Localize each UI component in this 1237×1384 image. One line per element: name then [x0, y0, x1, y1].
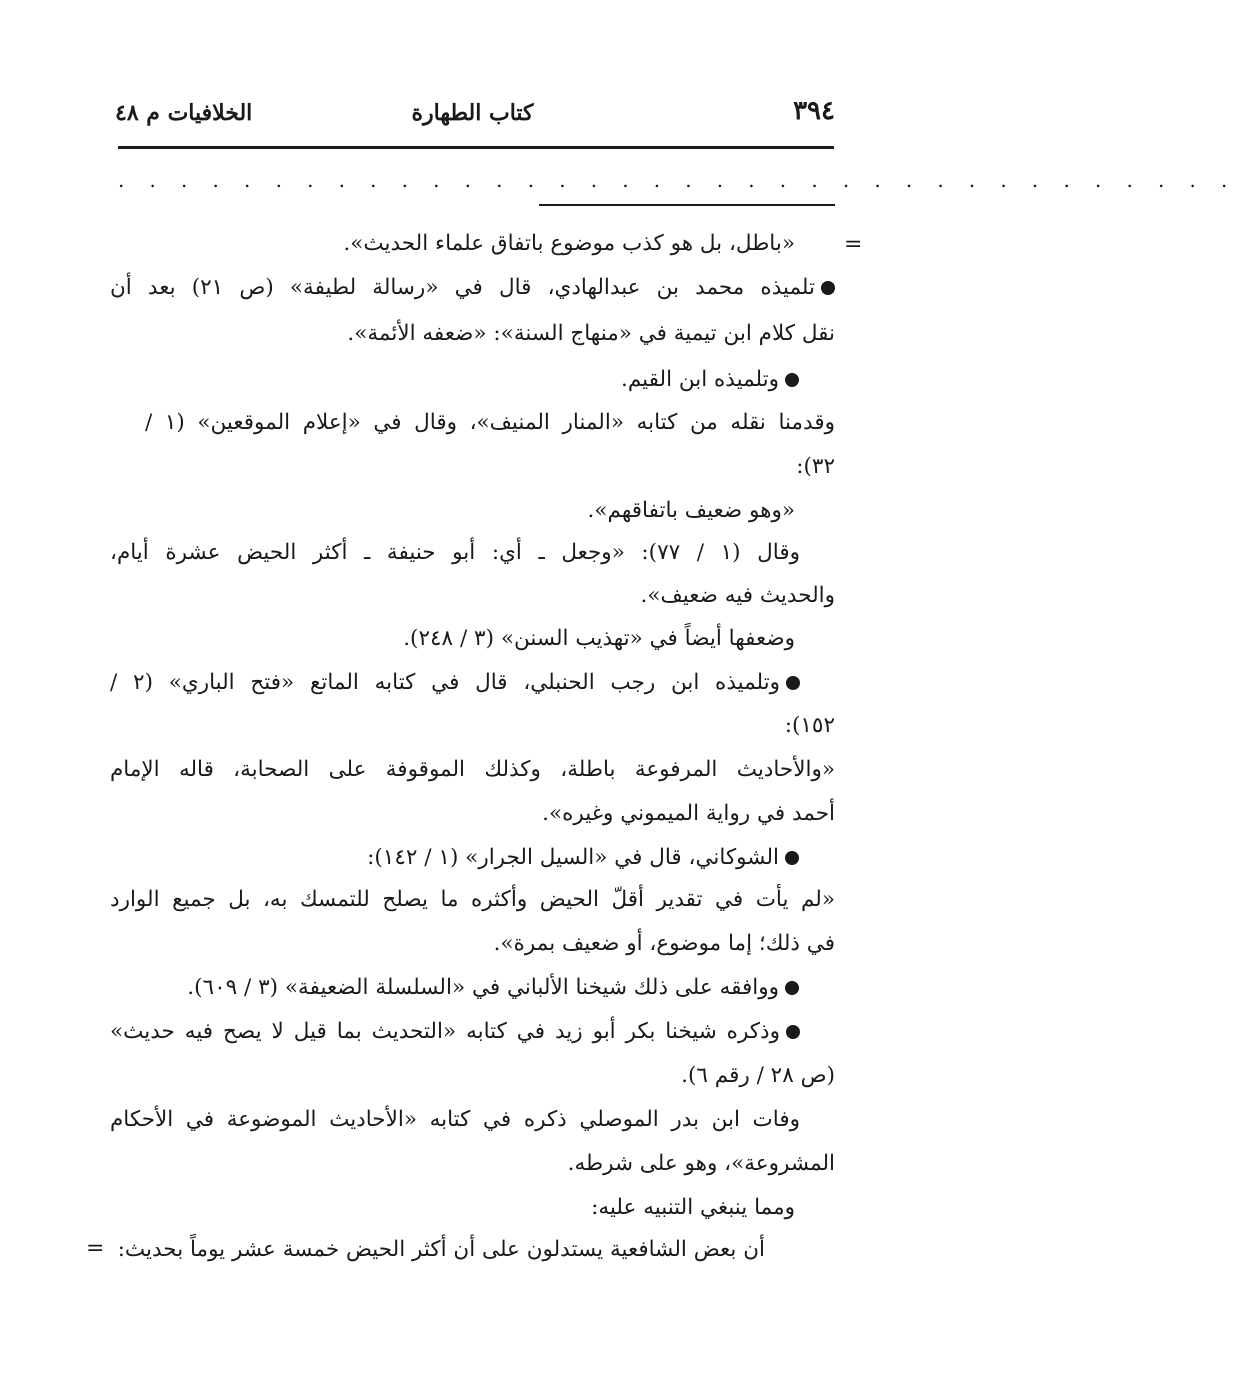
bullet-icon: [786, 676, 800, 690]
continuation-mark-top: =: [844, 232, 863, 257]
text-line: في ذلك؛ إما موضوع، أو ضعيف بمرة».: [493, 931, 835, 956]
text-line: وفات ابن بدر الموصلي ذكره في كتابه «الأحاديث الموضوعة في الأحكام: [110, 1107, 800, 1132]
text-line: أحمد في رواية الميموني وغيره».: [542, 801, 835, 826]
text-line: والحديث فيه ضعيف».: [640, 583, 835, 608]
bullet-icon: [785, 851, 799, 865]
text-line: وتلميذه ابن رجب الحنبلي، قال في كتابه الماتع «فتح الباري» (٢ /: [110, 663, 800, 703]
header-rule: [118, 146, 834, 149]
dotted-separator: . . . . . . . . . . . . . . . . . . . . . . . . . . . . . . . . . . . .: [118, 168, 1237, 192]
text-line: ٣٢):: [796, 454, 835, 479]
text-line: ووافقه على ذلك شيخنا الألباني في «السلسلة الضعيفة» (٣ / ٦٠٩).: [187, 968, 799, 1008]
text-line: وذكره شيخنا بكر أبو زيد في كتابه «التحديث بما قيل لا يصح فيه حديث»: [110, 1012, 800, 1052]
page-number: ٣٩٤: [793, 96, 835, 126]
text-line: نقل كلام ابن تيمية في «منهاج السنة»: «ضعفه الأئمة».: [347, 321, 835, 346]
text-line: «باطل، بل هو كذب موضوع باتفاق علماء الحديث».: [343, 231, 795, 256]
text-line: ومما ينبغي التنبيه عليه:: [591, 1195, 795, 1220]
book-title: كتاب الطهارة: [411, 100, 534, 126]
text-line: «والأحاديث المرفوعة باطلة، وكذلك الموقوفة على الصحابة، قاله الإمام: [110, 757, 835, 782]
text-line: ١٥٢):: [784, 713, 835, 738]
text-line: «لم يأت في تقدير أقلّ الحيض وأكثره ما يصلح للتمسك به، بل جميع الوارد: [110, 887, 835, 912]
bullet-icon: [785, 981, 799, 995]
text-line: أن بعض الشافعية يستدلون على أن أكثر الحيض خمسة عشر يوماً بحديث:: [117, 1237, 765, 1262]
text-line: تلميذه محمد بن عبدالهادي، قال في «رسالة لطيفة» (ص ٢١) بعد أن: [110, 268, 835, 308]
text-line: وضعفها أيضاً في «تهذيب السنن» (٣ / ٢٤٨).: [403, 626, 795, 651]
text-line: وقدمنا نقله من كتابه «المنار المنيف»، وقال في «إعلام الموقعين» (١ /: [145, 410, 836, 435]
bullet-icon: [785, 373, 799, 387]
text-line: (ص ٢٨ / رقم ٦).: [681, 1063, 835, 1088]
text-line: وتلميذه ابن القيم.: [621, 360, 799, 400]
continuation-mark-bottom: =: [86, 1236, 105, 1261]
footnote-rule: [539, 204, 835, 206]
text-line: المشروعة»، وهو على شرطه.: [567, 1151, 835, 1176]
section-label: الخلافيات م ٤٨: [115, 100, 253, 126]
text-line: وقال (١ / ٧٧): «وجعل ـ أي: أبو حنيفة ـ أكثر الحيض عشرة أيام،: [110, 540, 800, 565]
bullet-icon: [786, 1025, 800, 1039]
bullet-icon: [821, 281, 835, 295]
text-line: «وهو ضعيف باتفاقهم».: [587, 498, 795, 523]
text-line: الشوكاني، قال في «السيل الجرار» (١ / ١٤٢):: [367, 838, 799, 878]
